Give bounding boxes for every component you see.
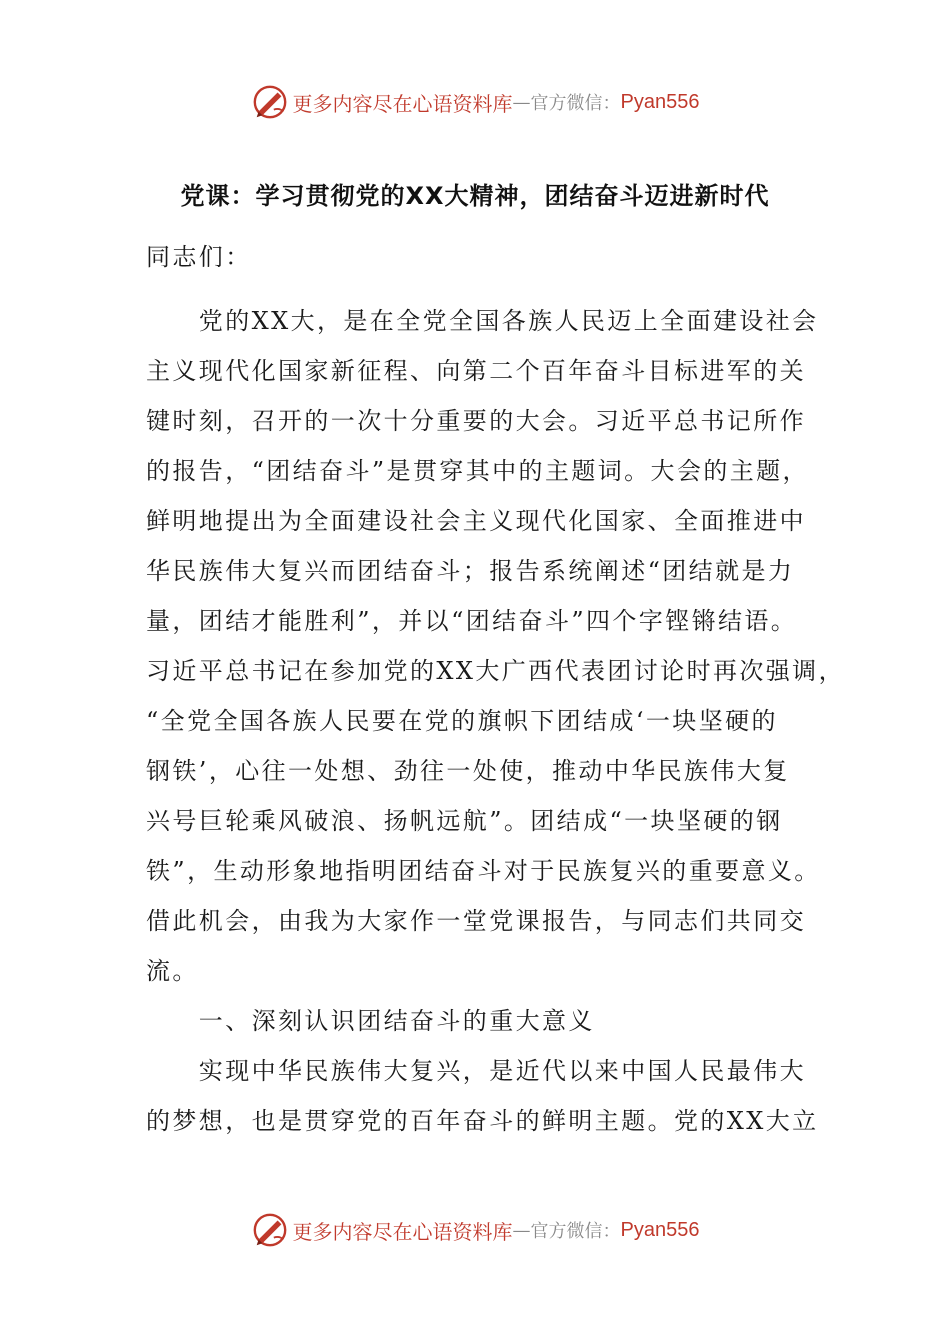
body-line: 借此机会，由我为大家作一堂党课报告，与同志们共同交 [146, 907, 806, 935]
watermark-slogan: 更多内容尽在心语资料库 [292, 1219, 513, 1244]
body-line: 实现中华民族伟大复兴，是近代以来中国人民最伟大 [146, 1057, 806, 1085]
watermark-slogan: 更多内容尽在心语资料库 [292, 91, 513, 116]
watermark-official-label: 官方微信： [530, 93, 621, 114]
body-line: 同志们： [146, 243, 252, 271]
body-line: 的报告，“团结奋斗”是贯穿其中的主题词。大会的主题， [146, 457, 809, 485]
footer-watermark [0, 1210, 950, 1250]
document-title: 党课：学习贯彻党的XX大精神，团结奋斗迈进新时代 [180, 182, 770, 210]
body-line: 键时刻，召开的一次十分重要的大会。习近平总书记所作 [146, 407, 806, 435]
watermark-wechat-id: Pyan556 [620, 90, 700, 113]
body-line: 党的XX大，是在全党全国各族人民迈上全面建设社会 [146, 307, 819, 335]
pen-logo-icon [251, 1211, 289, 1249]
body-line: 的梦想，也是贯穿党的百年奋斗的鲜明主题。党的XX大立 [146, 1107, 819, 1135]
body-line: 铁”，生动形象地指明团结奋斗对于民族复兴的重要意义。 [146, 857, 821, 885]
body-line: 华民族伟大复兴而团结奋斗；报告系统阐述“团结就是力 [146, 557, 795, 585]
body-line: 兴号巨轮乘风破浪、扬帆远航”。团结成“一块坚硬的钢 [146, 807, 783, 835]
watermark-official-label: 官方微信： [530, 1221, 621, 1242]
body-line: 量，团结才能胜利”，并以“团结奋斗”四个字铿锵结语。 [146, 607, 798, 635]
watermark-separator: — [512, 91, 531, 113]
body-line: 主义现代化国家新征程、向第二个百年奋斗目标进军的关 [146, 357, 806, 385]
body-line: 流。 [146, 957, 199, 985]
section-heading: 一、深刻认识团结奋斗的重大意义 [146, 1007, 595, 1035]
watermark-wechat-id: Pyan556 [620, 1218, 700, 1241]
watermark-separator: — [512, 1219, 531, 1241]
pen-logo-icon [251, 83, 289, 121]
body-line: 习近平总书记在参加党的XX大广西代表团讨论时再次强调， [146, 657, 845, 685]
body-line: “全党全国各族人民要在党的旗帜下团结成‘一块坚硬的 [146, 707, 778, 735]
header-watermark [0, 82, 950, 122]
body-line: 钢铁’，心往一处想、劲往一处使，推动中华民族伟大复 [146, 757, 790, 785]
body-line: 鲜明地提出为全面建设社会主义现代化国家、全面推进中 [146, 507, 806, 535]
